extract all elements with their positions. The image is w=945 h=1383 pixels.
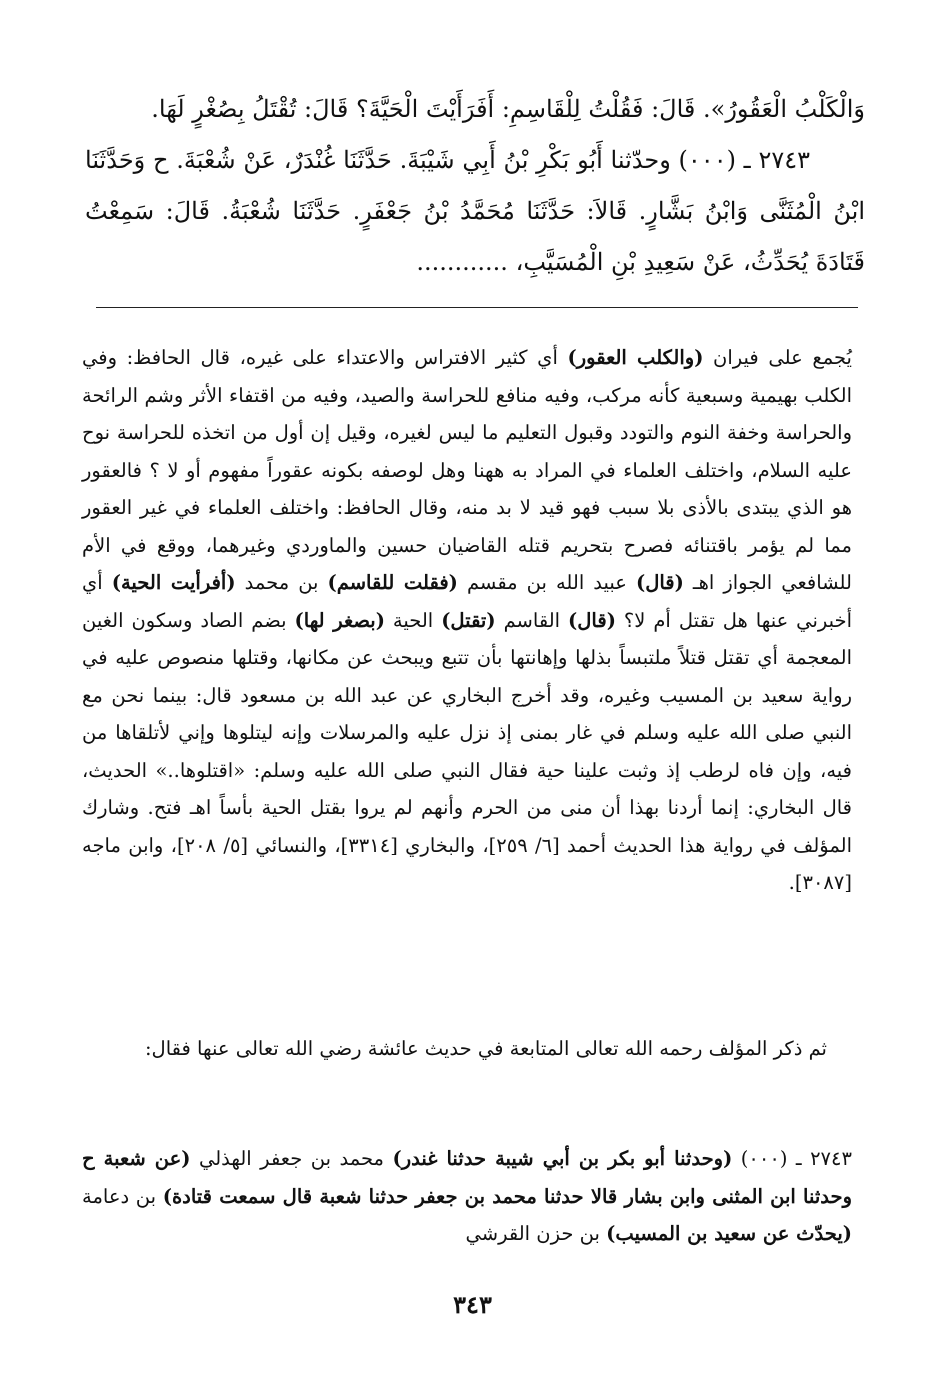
hadith-line-1: وَالْكَلْبُ الْعَقُورُ». قَالَ: فَقُلْتُ لِلْقَاسِمِ: أَفَرَأَيْتَ الْحَيَّةَ؟ قَالَ: تُقْتَلُ بِصُغْرٍ لَهَا. bbox=[151, 95, 865, 123]
commentary-quote: (وحدثنا أبو بكر بن أبي شيبة حدثنا غندر) bbox=[392, 1147, 733, 1170]
followup-note-text: ثم ذكر المؤلف رحمه الله تعالى المتابعة في حديث عائشة رضي الله تعالى عنها فقال: bbox=[144, 1037, 827, 1060]
commentary-text: أي أخبرني عنها هل تقتل أم لا؟ bbox=[82, 571, 852, 632]
commentary-quote: (تقتل) bbox=[441, 608, 496, 632]
commentary-quote: (قال) bbox=[568, 608, 616, 632]
hadith-paragraph-2743: ٢٧٤٣ ـ (٠٠٠) وحدّثنا أَبُو بَكْرِ بْنُ أَبِي شَيْبَةَ. حَدَّثَنَا غُنْدَرٌ، عَنْ شُعْبَةَ. ح وَحَدَّثَنَا ابْنُ الْمُثَنَّى وَابْنُ بَشَّارٍ. قَالاَ: حَدَّثَنَا مُحَمَّدُ بْنُ جَعْفَرٍ. حَدَّثَنَا شُعْبَةُ. قَالَ: سَمِعْتُ قَتَادَةَ يُحَدِّثُ، عَنْ سَعِيدِ بْنِ الْمُسَيَّبِ، ............ bbox=[85, 146, 865, 276]
commentary-text: ٢٧٤٣ ـ (٠٠٠) bbox=[732, 1147, 852, 1170]
commentary-text: عبيد الله بن مقسم bbox=[457, 571, 636, 594]
hadith-text-block bbox=[85, 84, 865, 288]
second-commentary-block bbox=[82, 1140, 852, 1253]
commentary-text: بن محمد bbox=[235, 571, 328, 594]
commentary-text: يُجمع على فيران bbox=[703, 346, 852, 369]
commentary-quote: (فقلت للقاسم) bbox=[327, 571, 458, 594]
commentary-text: أي كثير الافتراس والاعتداء على غيره، قال الحافظ: وفي الكلب بهيمية وسبعية كأنه مركب، وفيه منافع للحراسة والصيد، وفيه من اقتفاء الأثر وشم الرائحة والحراسة وخفة النوم والتودد وقبول التعليم ما ليس لغيره، وقيل إن أول من اتخذه للحراسة نوح عليه السلام، واختلف العلماء في المراد به ههنا وهل لوصفه بكونه عقوراً مفهوم أو لا ؟ فالعقور هو الذي يبتدى بالأذى بلا سبب فهو قيد لا بد منه، وقال الحافظ: واختلف العلماء في غير العقور مما لم يؤمر باقتنائه فصرح بتحريم قتله القاضيان حسين والماوردي وغيرهما، ووقع في الأم للشافعي الجواز اهـ bbox=[82, 346, 852, 594]
commentary-quote: (أفرأيت الحية) bbox=[111, 571, 236, 594]
footnote-divider bbox=[96, 307, 858, 308]
commentary-quote: (يحدّث عن سعيد بن المسيب) bbox=[606, 1222, 852, 1245]
commentary-text: بضم الصاد وسكون الغين المعجمة أي تقتل قتلاً ملتبساً بذلها وإهانتها بأن تتبع ويبحث عن مكانها، وقتلها منصوص عليه في رواية سعيد بن المسيب وغيره، وقد أخرج البخاري عن عبد الله بن مسعود قال: بينما نحن مع النبي صلى الله عليه وسلم في غار بمنى إذ نزل عليه والمرسلات وإنه ليتلوها وإني لأتلقاها من فيه، وإن فاه لرطب إذ وثبت علينا حية فقال النبي صلى الله عليه وسلم: «اقتلوها..» الحديث، قال البخاري: إنما أردنا بهذا أن منى من الحرم وأنهم لم يروا بقتل الحية بأساً اهـ فتح. وشارك المؤلف في رواية هذا الحديث أحمد [٦/ ٢٥٩]، والبخاري [٣٣١٤]، والنسائي [٥/ ٢٠٨]، وابن ماجه [٣٠٨٧]. bbox=[82, 608, 852, 894]
commentary-text: بن دعامة bbox=[82, 1184, 163, 1208]
commentary-quote: (عن شعبة ح وحدثنا ابن المثنى وابن بشار قالا حدثنا محمد بن جعفر حدثنا شعبة قال سمعت قتادة) bbox=[82, 1147, 852, 1208]
commentary-text: بن حزن القرشي bbox=[465, 1222, 607, 1245]
followup-note bbox=[82, 1030, 827, 1068]
commentary-text: محمد بن جعفر الهذلي bbox=[190, 1147, 393, 1170]
commentary-text: الحية bbox=[384, 608, 442, 632]
commentary-block bbox=[82, 339, 852, 902]
commentary-quote: (قال) bbox=[635, 571, 684, 594]
commentary-text: القاسم bbox=[495, 608, 569, 632]
commentary-quote: (والكلب العقور) bbox=[567, 346, 704, 369]
page-number: ٣٤٣ bbox=[453, 1290, 492, 1319]
commentary-quote: (بصغر لها) bbox=[294, 608, 385, 632]
